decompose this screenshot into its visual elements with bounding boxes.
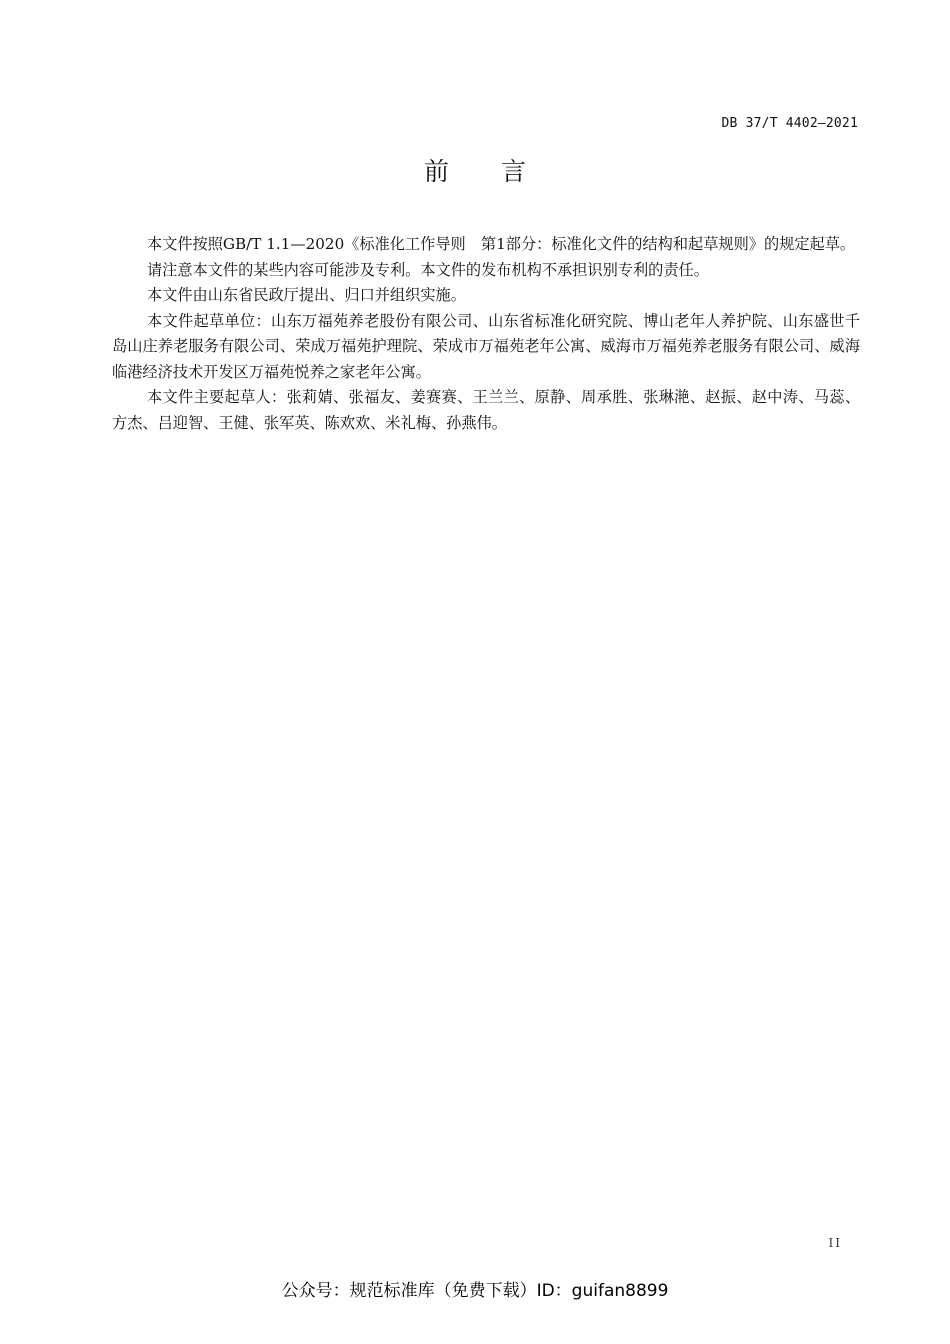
footer-watermark: 公众号：规范标准库（免费下载）ID：guifan8899 xyxy=(281,1281,669,1301)
paragraph-drafters: 本文件主要起草人：张莉婧、张福友、姜赛赛、王兰兰、原静、周承胜、张琳滟、赵振、赵中涛、马蕊、方杰、吕迎智、王健、张军英、陈欢欢、米礼梅、孙燕伟。 xyxy=(112,388,860,432)
page-number: II xyxy=(828,1236,842,1250)
paragraph-drafting-units: 本文件起草单位：山东万福苑养老股份有限公司、山东省标准化研究院、博山老年人养护院、山东盛世千岛山庄养老服务有限公司、荣成万福苑护理院、荣成市万福苑老年公寓、威海市万福苑养老服务有限公司、威海临港经济技术开发区万福苑悦养之家老年公寓。 xyxy=(112,311,860,381)
paragraph-patent-notice: 请注意本文件的某些内容可能涉及专利。本文件的发布机构不承担识别专利的责任。 xyxy=(146,260,709,279)
body-text xyxy=(112,232,860,436)
page-title: 前言 xyxy=(423,157,578,186)
paragraph-drafting-basis: 本文件按照GB/T 1.1—2020《标准化工作导则 第1部分：标准化文件的结构和起草规则》的规定起草。 xyxy=(146,235,856,253)
paragraph-proposer: 本文件由山东省民政厅提出、归口并组织实施。 xyxy=(146,286,466,304)
document-code: DB 37/T 4402—2021 xyxy=(721,116,858,131)
